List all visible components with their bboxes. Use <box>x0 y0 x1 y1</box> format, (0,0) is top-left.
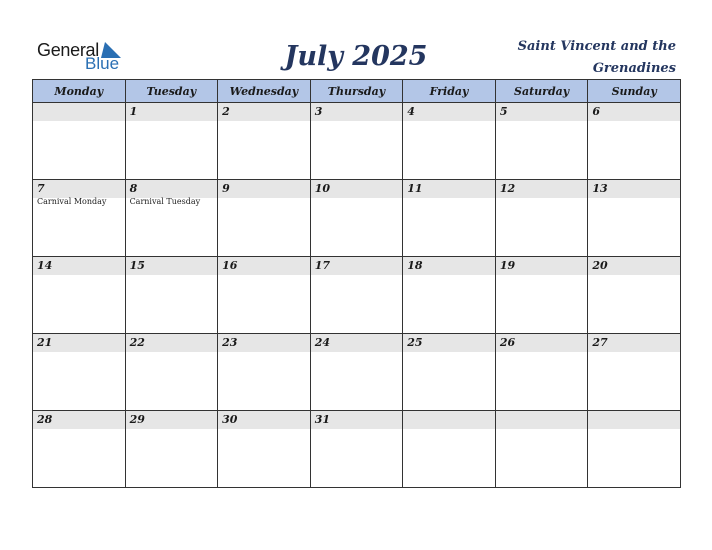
day-cell <box>495 411 588 488</box>
day-number: 29 <box>126 411 218 429</box>
day-cell <box>403 180 496 257</box>
day-number: 14 <box>33 257 125 275</box>
day-cell <box>588 257 681 334</box>
day-cell <box>218 411 311 488</box>
day-number: 9 <box>218 180 310 198</box>
day-cell <box>310 334 403 411</box>
day-cell <box>588 180 681 257</box>
day-number: 11 <box>403 180 495 198</box>
day-number: 7 <box>33 180 125 198</box>
calendar-grid <box>32 79 681 488</box>
day-number: 15 <box>126 257 218 275</box>
day-cell <box>588 103 681 180</box>
day-cell <box>588 334 681 411</box>
generalblue-logo <box>37 40 137 74</box>
day-cell <box>403 103 496 180</box>
day-number <box>496 411 588 429</box>
day-number: 17 <box>311 257 403 275</box>
day-number: 4 <box>403 103 495 121</box>
day-cell <box>218 334 311 411</box>
day-number: 22 <box>126 334 218 352</box>
week-row <box>33 180 681 257</box>
day-number: 19 <box>496 257 588 275</box>
day-number: 5 <box>496 103 588 121</box>
day-cell <box>125 103 218 180</box>
day-cell <box>495 334 588 411</box>
day-number <box>33 103 125 121</box>
day-cell <box>310 103 403 180</box>
day-number: 28 <box>33 411 125 429</box>
week-row <box>33 334 681 411</box>
day-cell <box>125 257 218 334</box>
day-cell <box>218 103 311 180</box>
day-cell <box>33 334 126 411</box>
day-cell <box>495 103 588 180</box>
week-row <box>33 257 681 334</box>
day-cell <box>33 180 126 257</box>
day-cell <box>495 180 588 257</box>
weekday-header: Monday <box>33 80 126 103</box>
day-cell <box>403 334 496 411</box>
weekday-header: Saturday <box>495 80 588 103</box>
day-number: 2 <box>218 103 310 121</box>
day-cell <box>403 411 496 488</box>
weekday-header: Tuesday <box>125 80 218 103</box>
day-number: 10 <box>311 180 403 198</box>
day-cell <box>125 411 218 488</box>
day-number: 8 <box>126 180 218 198</box>
day-number: 24 <box>311 334 403 352</box>
day-number: 25 <box>403 334 495 352</box>
day-cell <box>310 180 403 257</box>
day-number: 6 <box>588 103 680 121</box>
day-cell <box>495 257 588 334</box>
weekday-header: Friday <box>403 80 496 103</box>
day-number: 13 <box>588 180 680 198</box>
day-cell <box>33 103 126 180</box>
day-number: 18 <box>403 257 495 275</box>
day-number: 20 <box>588 257 680 275</box>
day-number: 27 <box>588 334 680 352</box>
day-number: 23 <box>218 334 310 352</box>
day-cell <box>33 411 126 488</box>
day-number <box>403 411 495 429</box>
day-cell <box>310 257 403 334</box>
day-cell <box>310 411 403 488</box>
day-number: 12 <box>496 180 588 198</box>
day-number: 3 <box>311 103 403 121</box>
day-number: 30 <box>218 411 310 429</box>
day-cell <box>403 257 496 334</box>
week-row <box>33 103 681 180</box>
day-cell <box>125 334 218 411</box>
week-row <box>33 411 681 488</box>
weekday-header: Sunday <box>588 80 681 103</box>
day-number <box>588 411 680 429</box>
country-name: Saint Vincent and the Grenadines <box>517 39 676 76</box>
logo-word-general: General <box>37 40 99 60</box>
day-number: 31 <box>311 411 403 429</box>
weekday-header: Wednesday <box>218 80 311 103</box>
day-number: 1 <box>126 103 218 121</box>
logo-word-blue: Blue <box>85 54 120 73</box>
day-cell <box>588 411 681 488</box>
holiday-label: Carnival Tuesday <box>129 197 201 206</box>
day-number: 26 <box>496 334 588 352</box>
weekday-header-row <box>33 80 681 103</box>
weekday-header: Thursday <box>310 80 403 103</box>
calendar-title: July 2025 <box>284 41 428 72</box>
day-number: 16 <box>218 257 310 275</box>
day-cell <box>218 180 311 257</box>
day-cell <box>218 257 311 334</box>
day-cell <box>33 257 126 334</box>
day-number: 21 <box>33 334 125 352</box>
day-cell <box>125 180 218 257</box>
holiday-label: Carnival Monday <box>37 197 107 206</box>
